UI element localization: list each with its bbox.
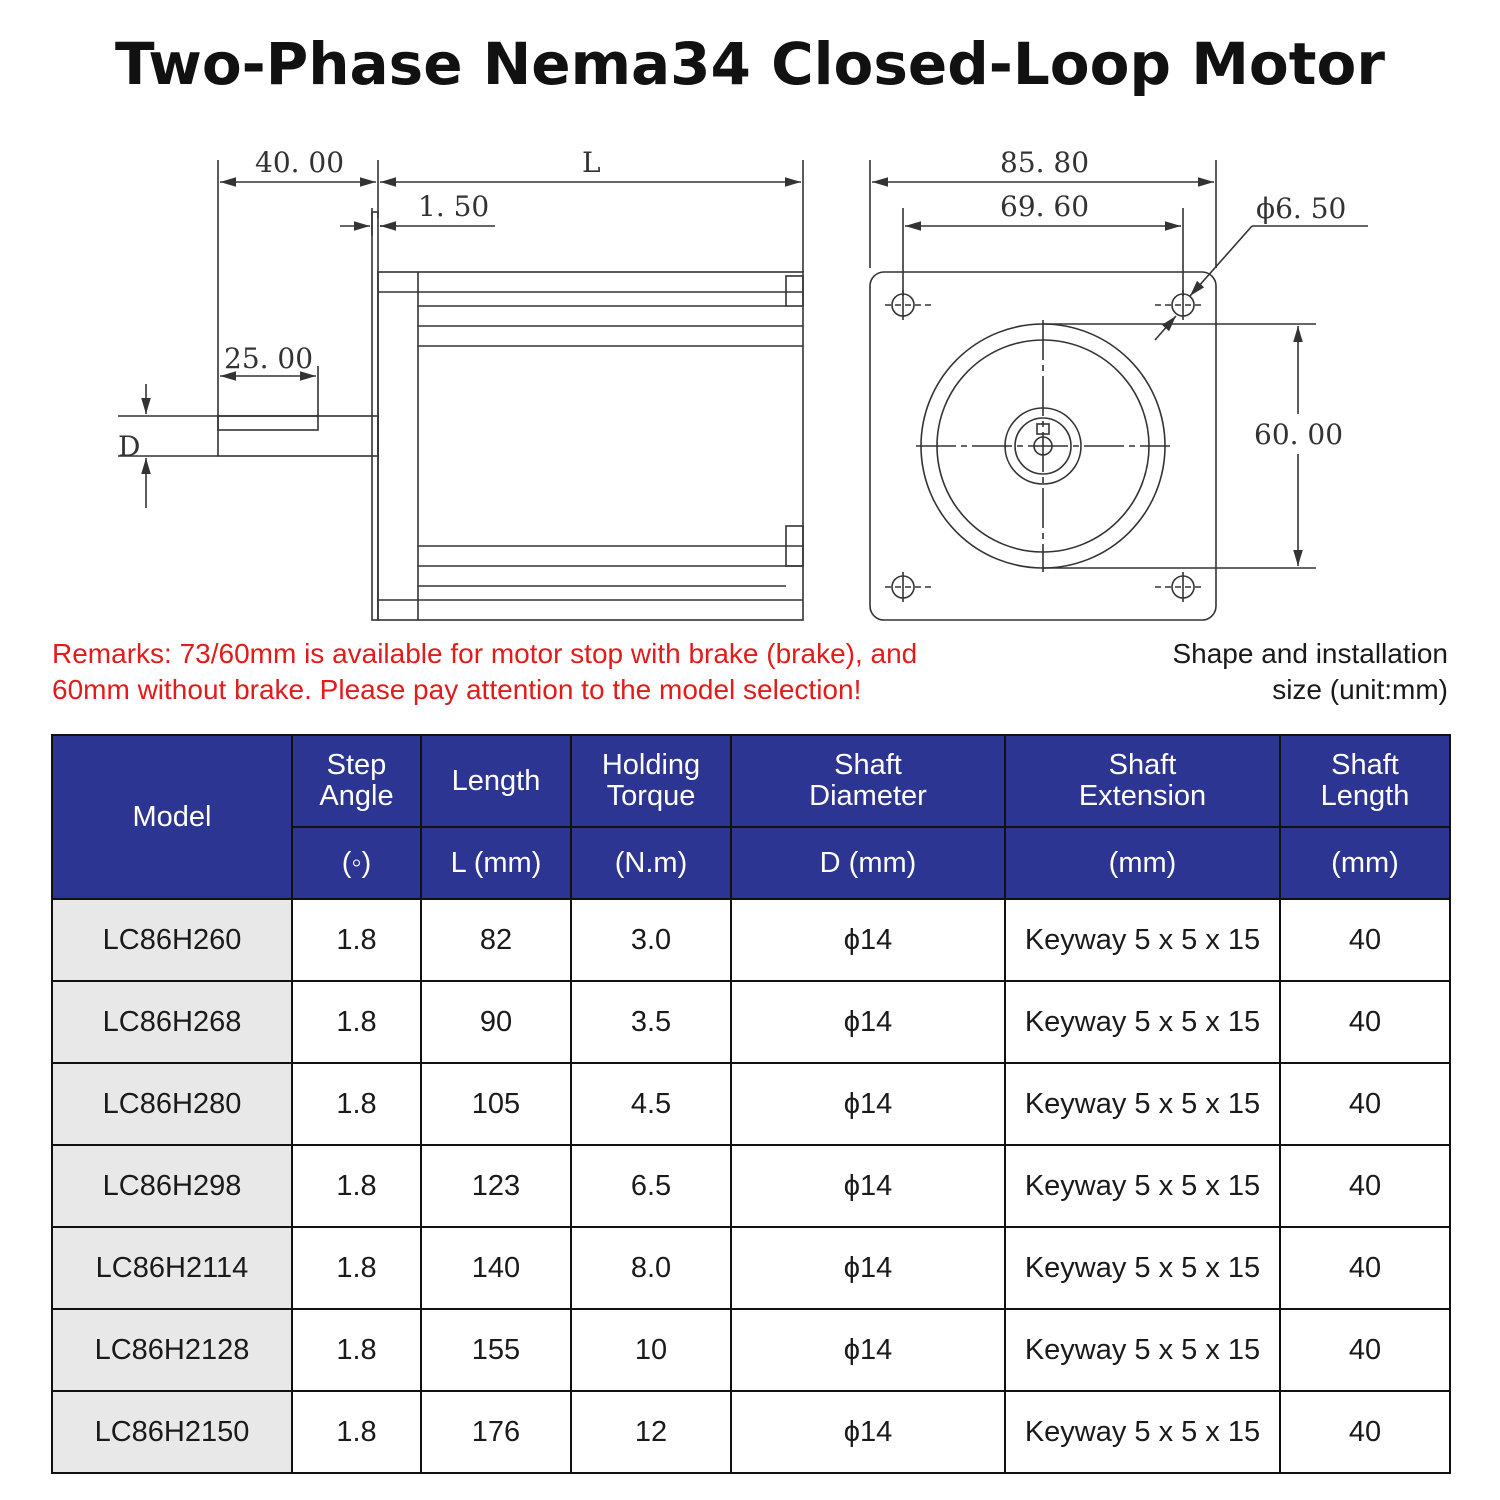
cell-extension: Keyway 5 x 5 x 15 xyxy=(1005,1309,1280,1391)
spec-table-body xyxy=(52,899,1450,1473)
unit-shaft-extension: (mm) xyxy=(1005,827,1280,899)
cell-torque: 10 xyxy=(571,1309,731,1391)
dim-pilot-diameter: 60. 00 xyxy=(1254,418,1344,451)
cell-model: LC86H2150 xyxy=(52,1391,292,1473)
unit-holding-torque: (N.m) xyxy=(571,827,731,899)
cell-extension: Keyway 5 x 5 x 15 xyxy=(1005,1227,1280,1309)
dimension-drawing xyxy=(0,0,1500,630)
dim-face-width: 85. 80 xyxy=(1000,146,1090,179)
table-row xyxy=(52,899,1450,981)
header-shaft-extension: Shaft Extension xyxy=(1005,735,1280,827)
table-row xyxy=(52,981,1450,1063)
cell-model: LC86H268 xyxy=(52,981,292,1063)
table-row xyxy=(52,1063,1450,1145)
cell-shaft-length: 40 xyxy=(1280,981,1450,1063)
cell-diameter: ϕ14 xyxy=(731,1309,1005,1391)
dim-shaft-length: 40. 00 xyxy=(255,146,345,179)
cell-diameter: ϕ14 xyxy=(731,1145,1005,1227)
cell-shaft-length: 40 xyxy=(1280,1145,1450,1227)
unit-shaft-length: (mm) xyxy=(1280,827,1450,899)
cell-model: LC86H280 xyxy=(52,1063,292,1145)
dim-body-length: L xyxy=(582,146,601,179)
dim-hole-diameter: ϕ6. 50 xyxy=(1256,192,1347,225)
cell-length: 82 xyxy=(421,899,571,981)
remarks-line-1: Remarks: 73/60mm is available for motor stop with brake (brake), and xyxy=(52,638,918,669)
unit-shaft-diameter: D (mm) xyxy=(731,827,1005,899)
cell-extension: Keyway 5 x 5 x 15 xyxy=(1005,1391,1280,1473)
cell-length: 90 xyxy=(421,981,571,1063)
side-view xyxy=(118,160,803,620)
cell-diameter: ϕ14 xyxy=(731,1063,1005,1145)
drawing-caption xyxy=(1088,636,1448,708)
dim-hole-spacing: 69. 60 xyxy=(1000,190,1090,223)
cell-shaft-length: 40 xyxy=(1280,1227,1450,1309)
cell-diameter: ϕ14 xyxy=(731,1391,1005,1473)
header-step-angle: Step Angle xyxy=(292,735,421,827)
table-row xyxy=(52,1227,1450,1309)
caption-line-1: Shape and installation xyxy=(1172,638,1448,669)
remarks-note xyxy=(52,636,1062,708)
cell-extension: Keyway 5 x 5 x 15 xyxy=(1005,981,1280,1063)
table-row xyxy=(52,1391,1450,1473)
cell-torque: 6.5 xyxy=(571,1145,731,1227)
page-title: Two-Phase Nema34 Closed-Loop Motor xyxy=(115,30,1385,98)
cell-diameter: ϕ14 xyxy=(731,899,1005,981)
table-row xyxy=(52,1145,1450,1227)
dim-flange: 1. 50 xyxy=(418,190,490,223)
dim-key-length: 25. 00 xyxy=(224,342,314,375)
dim-diameter: D xyxy=(118,430,141,463)
front-view xyxy=(870,160,1368,620)
header-shaft-diameter: Shaft Diameter xyxy=(731,735,1005,827)
header-shaft-length: Shaft Length xyxy=(1280,735,1450,827)
cell-torque: 8.0 xyxy=(571,1227,731,1309)
cell-step-angle: 1.8 xyxy=(292,899,421,981)
cell-model: LC86H260 xyxy=(52,899,292,981)
cell-shaft-length: 40 xyxy=(1280,1391,1450,1473)
header-holding-torque: Holding Torque xyxy=(571,735,731,827)
unit-step-angle: (◦) xyxy=(292,827,421,899)
cell-diameter: ϕ14 xyxy=(731,981,1005,1063)
cell-extension: Keyway 5 x 5 x 15 xyxy=(1005,1063,1280,1145)
cell-step-angle: 1.8 xyxy=(292,1227,421,1309)
cell-shaft-length: 40 xyxy=(1280,1063,1450,1145)
cell-torque: 3.0 xyxy=(571,899,731,981)
cell-step-angle: 1.8 xyxy=(292,1063,421,1145)
cell-torque: 3.5 xyxy=(571,981,731,1063)
cell-extension: Keyway 5 x 5 x 15 xyxy=(1005,1145,1280,1227)
cell-torque: 4.5 xyxy=(571,1063,731,1145)
cell-step-angle: 1.8 xyxy=(292,1309,421,1391)
caption-line-2: size (unit:mm) xyxy=(1272,674,1448,705)
cell-diameter: ϕ14 xyxy=(731,1227,1005,1309)
cell-model: LC86H2128 xyxy=(52,1309,292,1391)
header-model: Model xyxy=(52,735,292,899)
cell-extension: Keyway 5 x 5 x 15 xyxy=(1005,899,1280,981)
unit-length: L (mm) xyxy=(421,827,571,899)
cell-shaft-length: 40 xyxy=(1280,899,1450,981)
cell-step-angle: 1.8 xyxy=(292,1391,421,1473)
cell-model: LC86H298 xyxy=(52,1145,292,1227)
cell-torque: 12 xyxy=(571,1391,731,1473)
cell-model: LC86H2114 xyxy=(52,1227,292,1309)
cell-length: 105 xyxy=(421,1063,571,1145)
cell-length: 140 xyxy=(421,1227,571,1309)
cell-length: 176 xyxy=(421,1391,571,1473)
table-row xyxy=(52,1309,1450,1391)
cell-shaft-length: 40 xyxy=(1280,1309,1450,1391)
cell-step-angle: 1.8 xyxy=(292,1145,421,1227)
header-length: Length xyxy=(421,735,571,827)
cell-step-angle: 1.8 xyxy=(292,981,421,1063)
spec-table xyxy=(51,734,1451,1474)
cell-length: 123 xyxy=(421,1145,571,1227)
cell-length: 155 xyxy=(421,1309,571,1391)
remarks-line-2: 60mm without brake. Please pay attention to the model selection! xyxy=(52,674,862,705)
